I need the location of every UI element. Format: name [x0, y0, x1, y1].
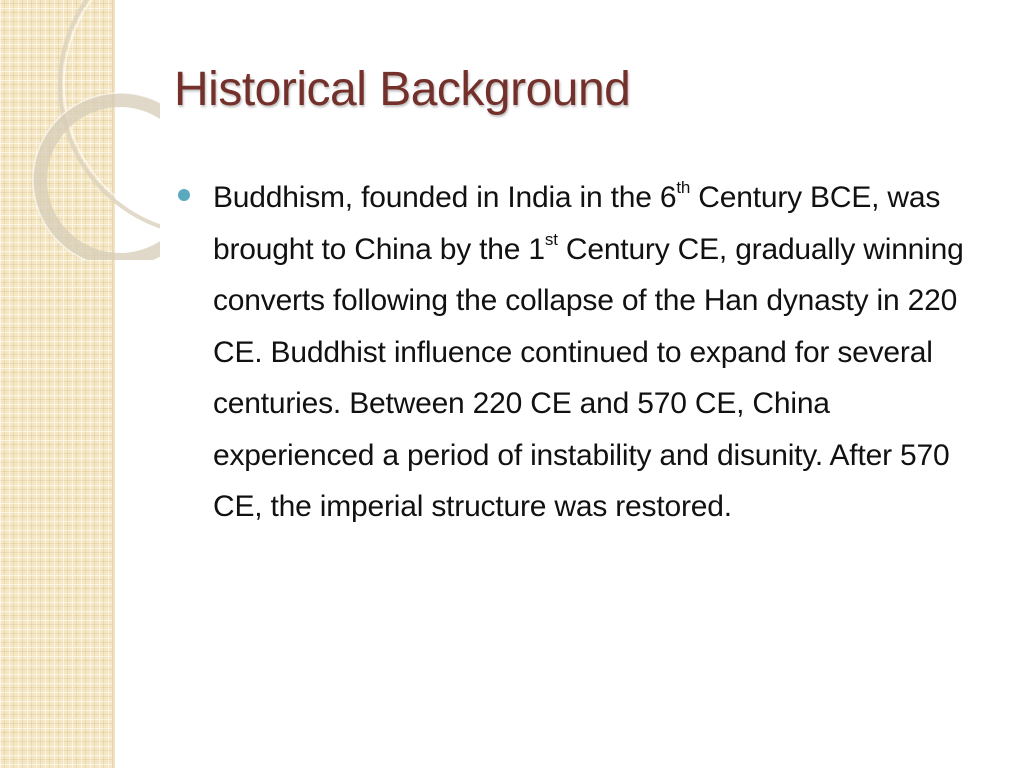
superscript-th: th — [676, 178, 691, 197]
ring-decoration — [0, 0, 160, 260]
bullet-dot-icon — [178, 189, 190, 201]
bullet-item — [178, 172, 978, 533]
bullet-text — [213, 172, 978, 533]
bullet-text-part-2: Century BCE, was brought to China by the 1 — [213, 181, 941, 266]
slide-title: Historical Background — [174, 63, 631, 116]
slide-content — [178, 172, 978, 533]
bullet-text-part-3: Century CE, gradually winning converts following the collapse of the Han dynasty in 220 CE. Buddhist influence continued to expand for several centuries. Between 220 CE and 570 CE, China experienced a period of instability and disunity. After 570 CE, the imperial structure was restored. — [213, 232, 964, 523]
bullet-text-part-1: Buddhism, founded in India in the 6 — [213, 181, 677, 214]
superscript-st: st — [544, 229, 558, 249]
